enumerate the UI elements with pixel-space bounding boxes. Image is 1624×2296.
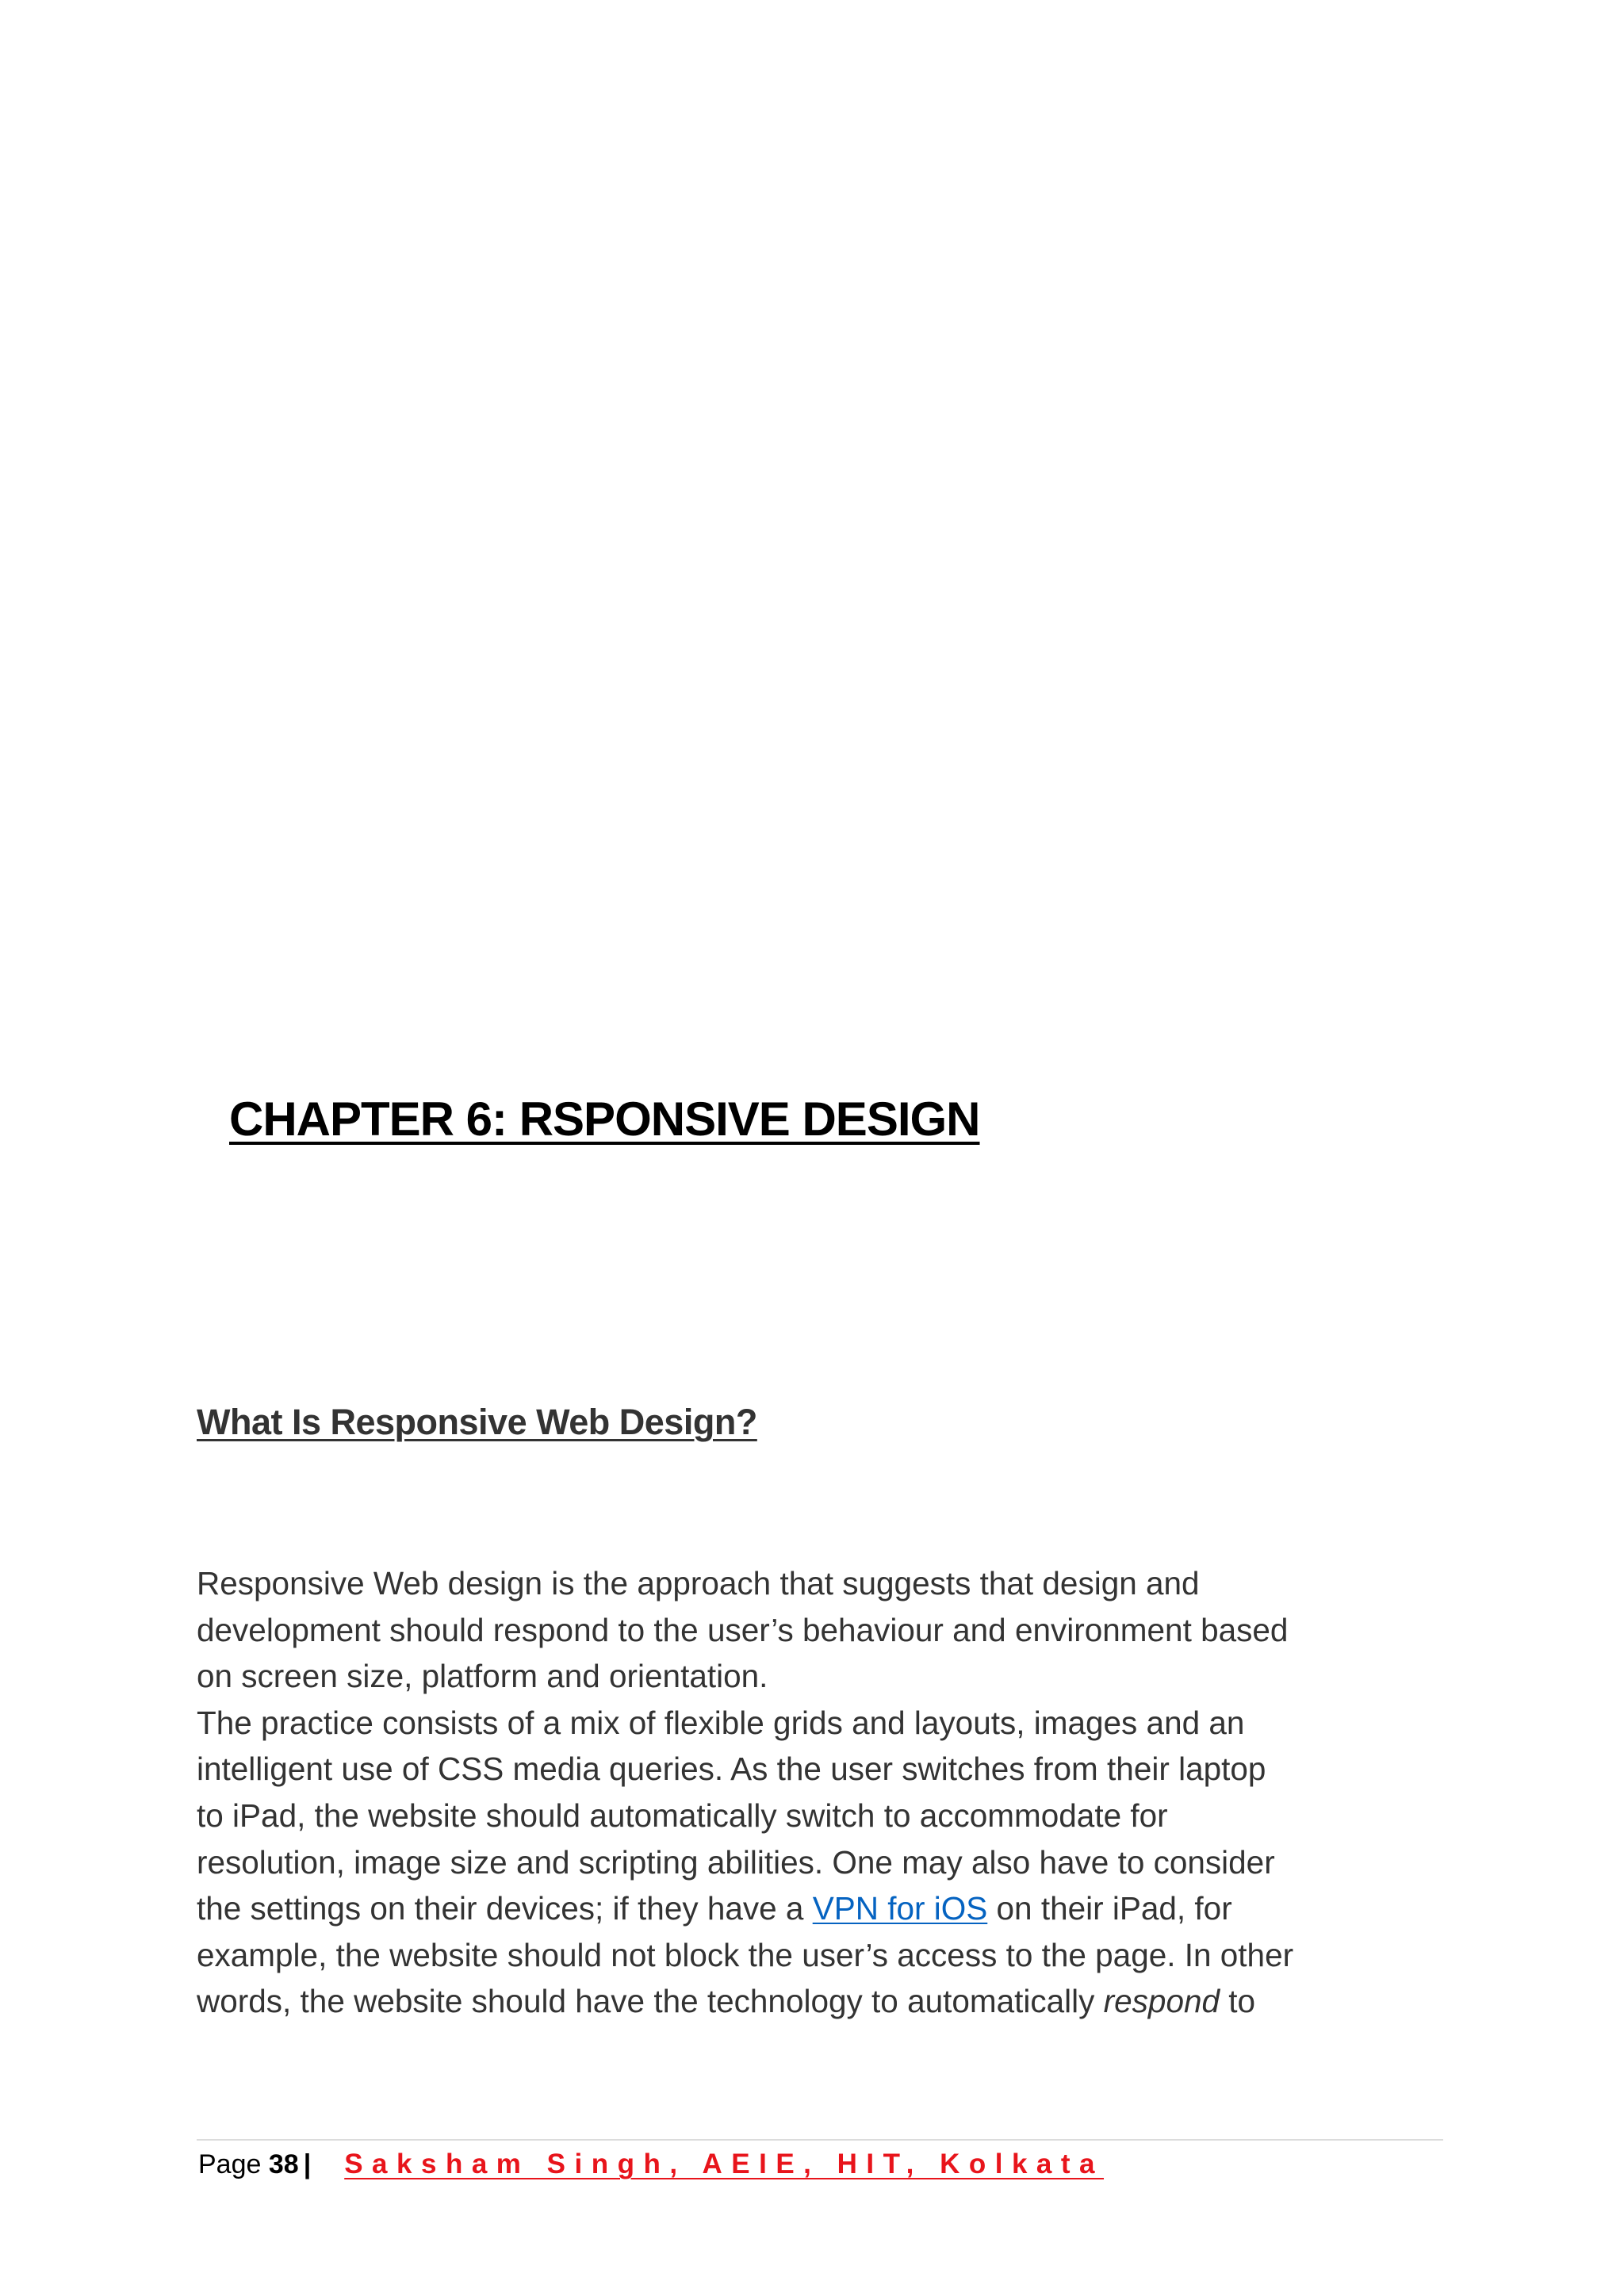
paragraph-line: intelligent use of CSS media queries. As the user switches from their laptop xyxy=(197,1751,1266,1788)
footer-separator: | xyxy=(303,2149,312,2179)
paragraph-line: Responsive Web design is the approach that suggests that design and xyxy=(197,1565,1200,1601)
body-paragraph xyxy=(197,1560,1434,2025)
paragraph-line-with-link xyxy=(197,1885,1434,1932)
emphasis-respond: respond xyxy=(1103,1983,1220,2020)
paragraph-line: on screen size, platform and orientation. xyxy=(197,1658,768,1695)
vpn-for-ios-link[interactable]: VPN for iOS xyxy=(812,1890,988,1927)
section-heading: What Is Responsive Web Design? xyxy=(197,1402,757,1442)
paragraph-text: on their iPad, for xyxy=(987,1890,1232,1927)
paragraph-line: development should respond to the user’s behaviour and environment based xyxy=(197,1611,1289,1648)
paragraph-text: to xyxy=(1220,1983,1256,2020)
paragraph-line: resolution, image size and scripting abilities. One may also have to consider xyxy=(197,1843,1275,1881)
paragraph-line-with-emphasis xyxy=(197,1978,1434,2025)
paragraph-line: to iPad, the website should automatically switch to accommodate for xyxy=(197,1797,1168,1834)
page-footer xyxy=(198,2142,1104,2187)
paragraph-line: example, the website should not block the user’s access to the page. In other xyxy=(197,1936,1294,1973)
paragraph-text: the settings on their devices; if they have a xyxy=(197,1890,813,1927)
footer-author: Saksham Singh, AEIE, HIT, Kolkata xyxy=(344,2149,1105,2179)
chapter-title: CHAPTER 6: RSPONSIVE DESIGN xyxy=(229,1093,980,1146)
paragraph-text: words, the website should have the technology to automatically xyxy=(197,1983,1104,2020)
paragraph-line: The practice consists of a mix of flexible grids and layouts, images and an xyxy=(197,1704,1245,1741)
page-label: Page xyxy=(198,2149,269,2179)
page-number: 38 xyxy=(268,2149,299,2179)
footer-divider xyxy=(197,2139,1443,2141)
